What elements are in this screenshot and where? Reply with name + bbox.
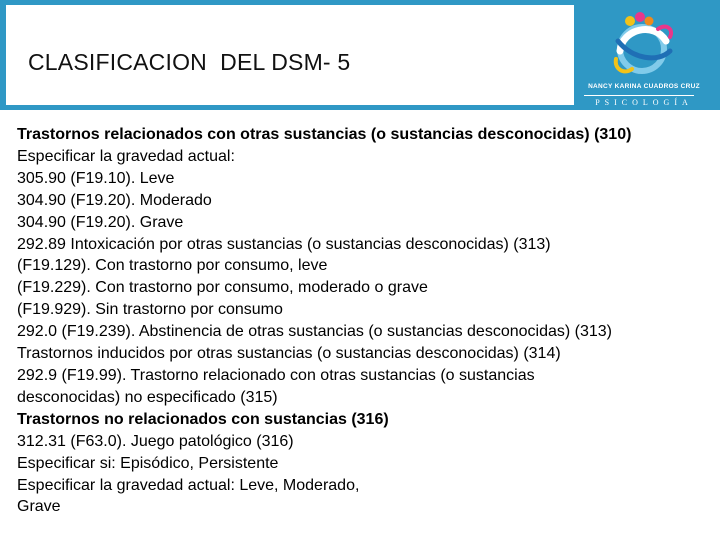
text-line: 304.90 (F19.20). Moderado — [17, 191, 212, 209]
header-bar — [0, 0, 720, 110]
text-line: Especificar la gravedad actual: Leve, Moderado, — [17, 476, 360, 494]
text-line: Trastornos inducidos por otras sustancias (o sustancias desconocidas) (314) — [17, 345, 561, 363]
text-line: (F19.929). Sin trastorno por consumo — [17, 301, 283, 319]
brand-logo — [574, 5, 714, 105]
psychology-logo-icon — [592, 11, 696, 81]
text-line: (F19.229). Con trastorno por consumo, moderado o grave — [17, 279, 428, 297]
text-line: (F19.129). Con trastorno por consumo, leve — [17, 257, 328, 275]
text-line: Grave — [17, 498, 61, 516]
text-line: 304.90 (F19.20). Grave — [17, 213, 184, 231]
text-line: desconocidas) no especificado (315) — [17, 388, 278, 406]
section-heading: Trastornos no relacionados con sustancias (316) — [17, 410, 389, 428]
logo-divider — [584, 95, 694, 96]
text-line: Especificar la gravedad actual: — [17, 147, 235, 165]
section-heading: Trastornos relacionados con otras sustancias (o sustancias desconocidas) (310) — [17, 126, 632, 143]
text-line: 312.31 (F63.0). Juego patológico (316) — [17, 432, 294, 450]
title-band — [6, 5, 574, 105]
content-body — [17, 124, 717, 518]
logo-name: NANCY KARINA CUADROS CRUZ — [588, 83, 700, 90]
text-line: Especificar si: Episódico, Persistente — [17, 454, 279, 472]
text-line: 305.90 (F19.10). Leve — [17, 169, 175, 187]
text-line: 292.0 (F19.239). Abstinencia de otras sustancias (o sustancias desconocidas) (313) — [17, 323, 612, 341]
text-line: 292.9 (F19.99). Trastorno relacionado con otras sustancias (o sustancias — [17, 366, 535, 384]
page-title: CLASIFICACION DEL DSM- 5 — [28, 49, 351, 75]
text-line: 292.89 Intoxicación por otras sustancias (o sustancias desconocidas) (313) — [17, 235, 551, 253]
logo-subtitle: PSICOLOGÍA — [595, 98, 693, 107]
